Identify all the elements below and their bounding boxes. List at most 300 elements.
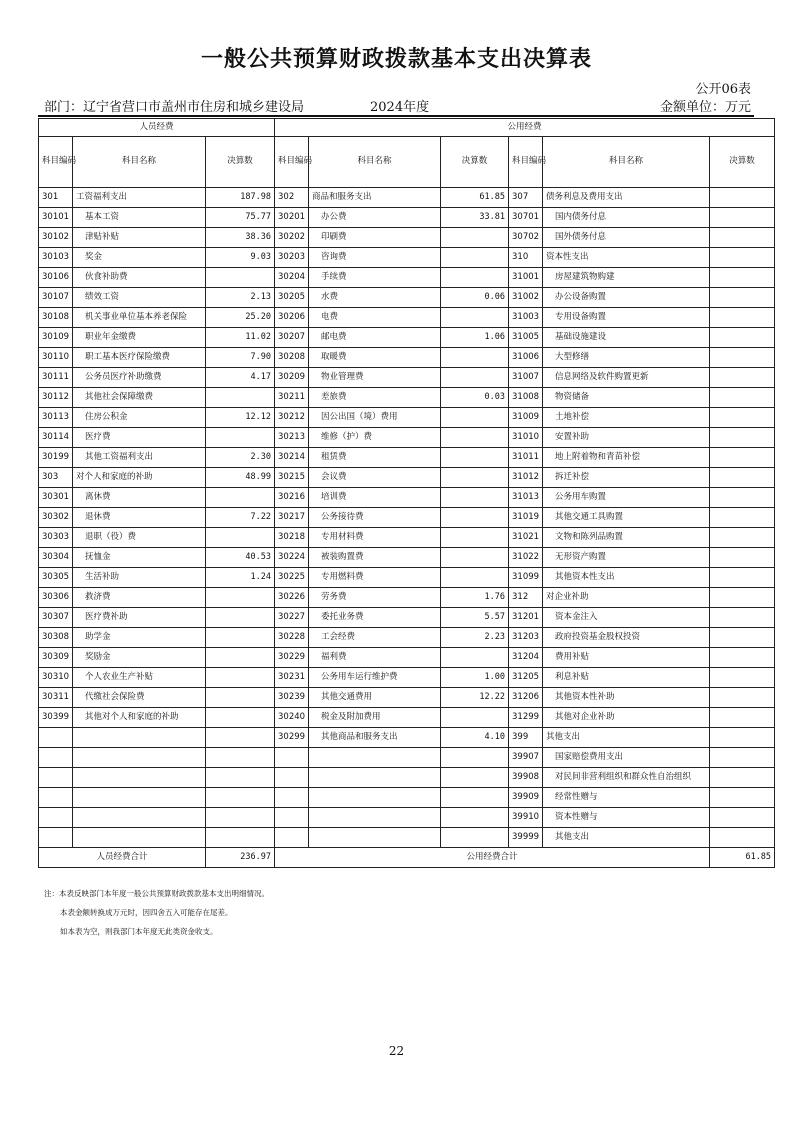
public-total-label: 公用经费合计 bbox=[275, 848, 710, 868]
cell-name: 地上附着物和青苗补偿 bbox=[543, 448, 710, 468]
cell-name: 利息补贴 bbox=[543, 668, 710, 688]
table-row bbox=[39, 648, 775, 668]
cell-code: 307 bbox=[509, 188, 543, 208]
cell-code: 31001 bbox=[509, 268, 543, 288]
cell-code bbox=[39, 748, 73, 768]
cell-amount bbox=[710, 188, 775, 208]
cell-amount bbox=[441, 568, 509, 588]
cell-amount: 9.03 bbox=[206, 248, 275, 268]
col-code-1: 科目编码 bbox=[39, 137, 73, 188]
cell-amount: 25.20 bbox=[206, 308, 275, 328]
cell-code: 303 bbox=[39, 468, 73, 488]
cell-name: 国家赔偿费用支出 bbox=[543, 748, 710, 768]
cell-name: 委托业务费 bbox=[309, 608, 441, 628]
cell-code: 39908 bbox=[509, 768, 543, 788]
cell-amount bbox=[206, 488, 275, 508]
cell-code: 310 bbox=[509, 248, 543, 268]
table-row bbox=[39, 768, 775, 788]
cell-amount: 2.13 bbox=[206, 288, 275, 308]
cell-code: 30227 bbox=[275, 608, 309, 628]
cell-name: 印刷费 bbox=[309, 228, 441, 248]
cell-amount bbox=[441, 808, 509, 828]
cell-amount bbox=[710, 628, 775, 648]
cell-name bbox=[73, 788, 206, 808]
cell-name: 政府投资基金股权投资 bbox=[543, 628, 710, 648]
cell-amount bbox=[710, 808, 775, 828]
cell-code: 31203 bbox=[509, 628, 543, 648]
cell-amount bbox=[710, 668, 775, 688]
cell-amount bbox=[206, 808, 275, 828]
table-row bbox=[39, 208, 775, 228]
cell-amount bbox=[710, 448, 775, 468]
cell-name: 资本金注入 bbox=[543, 608, 710, 628]
cell-name: 取暖费 bbox=[309, 348, 441, 368]
cell-code: 30111 bbox=[39, 368, 73, 388]
cell-name bbox=[309, 768, 441, 788]
notes bbox=[44, 884, 269, 941]
table-row bbox=[39, 548, 775, 568]
cell-amount bbox=[206, 268, 275, 288]
cell-name: 办公设备购置 bbox=[543, 288, 710, 308]
cell-amount: 12.22 bbox=[441, 688, 509, 708]
personnel-total-label: 人员经费合计 bbox=[39, 848, 206, 868]
expenditure-table bbox=[38, 118, 775, 868]
cell-name: 国内债务付息 bbox=[543, 208, 710, 228]
cell-code: 30299 bbox=[275, 728, 309, 748]
cell-name: 退职（役）费 bbox=[73, 528, 206, 548]
cell-amount: 5.57 bbox=[441, 608, 509, 628]
cell-name: 医疗费补助 bbox=[73, 608, 206, 628]
cell-name: 离休费 bbox=[73, 488, 206, 508]
cell-name bbox=[309, 788, 441, 808]
cell-name: 劳务费 bbox=[309, 588, 441, 608]
table-row bbox=[39, 688, 775, 708]
cell-code: 39999 bbox=[509, 828, 543, 848]
cell-amount: 2.23 bbox=[441, 628, 509, 648]
table-row bbox=[39, 628, 775, 648]
cell-amount: 4.17 bbox=[206, 368, 275, 388]
cell-name: 对个人和家庭的补助 bbox=[73, 468, 206, 488]
col-name-2: 科目名称 bbox=[309, 137, 441, 188]
table-row bbox=[39, 308, 775, 328]
cell-amount: 7.22 bbox=[206, 508, 275, 528]
cell-code: 31299 bbox=[509, 708, 543, 728]
cell-amount: 33.81 bbox=[441, 208, 509, 228]
cell-name: 救济费 bbox=[73, 588, 206, 608]
cell-amount bbox=[206, 648, 275, 668]
table-row bbox=[39, 608, 775, 628]
cell-code: 30702 bbox=[509, 228, 543, 248]
cell-code: 31021 bbox=[509, 528, 543, 548]
cell-code: 30205 bbox=[275, 288, 309, 308]
cell-code: 30206 bbox=[275, 308, 309, 328]
cell-name: 水费 bbox=[309, 288, 441, 308]
cell-code: 30213 bbox=[275, 428, 309, 448]
cell-code: 30110 bbox=[39, 348, 73, 368]
cell-code: 30304 bbox=[39, 548, 73, 568]
cell-amount bbox=[206, 588, 275, 608]
cell-name: 公务接待费 bbox=[309, 508, 441, 528]
cell-code: 30240 bbox=[275, 708, 309, 728]
cell-code: 31201 bbox=[509, 608, 543, 628]
cell-code: 30211 bbox=[275, 388, 309, 408]
cell-amount bbox=[441, 548, 509, 568]
cell-name: 咨询费 bbox=[309, 248, 441, 268]
cell-code: 30201 bbox=[275, 208, 309, 228]
cell-code: 399 bbox=[509, 728, 543, 748]
cell-code: 39907 bbox=[509, 748, 543, 768]
cell-name: 职业年金缴费 bbox=[73, 328, 206, 348]
cell-amount bbox=[441, 528, 509, 548]
cell-name bbox=[73, 728, 206, 748]
cell-code: 31013 bbox=[509, 488, 543, 508]
cell-code: 30215 bbox=[275, 468, 309, 488]
cell-code bbox=[39, 808, 73, 828]
note-line: 如本表为空，则我部门本年度无此类资金收支。 bbox=[60, 927, 218, 936]
table-row bbox=[39, 528, 775, 548]
table-row bbox=[39, 348, 775, 368]
cell-amount bbox=[441, 488, 509, 508]
cell-name: 租赁费 bbox=[309, 448, 441, 468]
cell-amount bbox=[710, 208, 775, 228]
cell-name bbox=[73, 768, 206, 788]
cell-amount bbox=[710, 608, 775, 628]
cell-amount bbox=[710, 368, 775, 388]
cell-code: 31205 bbox=[509, 668, 543, 688]
col-name-3: 科目名称 bbox=[543, 137, 710, 188]
cell-amount: 2.30 bbox=[206, 448, 275, 468]
cell-amount bbox=[206, 628, 275, 648]
cell-name: 公务员医疗补助缴费 bbox=[73, 368, 206, 388]
cell-code: 30209 bbox=[275, 368, 309, 388]
table-row bbox=[39, 248, 775, 268]
cell-name: 奖励金 bbox=[73, 648, 206, 668]
table-row bbox=[39, 668, 775, 688]
cell-code: 30217 bbox=[275, 508, 309, 528]
cell-code: 30308 bbox=[39, 628, 73, 648]
cell-amount bbox=[206, 708, 275, 728]
cell-name: 公务用车运行维护费 bbox=[309, 668, 441, 688]
cell-amount bbox=[441, 748, 509, 768]
cell-name bbox=[73, 828, 206, 848]
cell-code: 31006 bbox=[509, 348, 543, 368]
cell-amount bbox=[206, 428, 275, 448]
form-number: 公开06表 bbox=[695, 82, 751, 97]
cell-name: 其他工资福利支出 bbox=[73, 448, 206, 468]
cell-amount bbox=[206, 768, 275, 788]
table-row bbox=[39, 788, 775, 808]
table-row bbox=[39, 728, 775, 748]
col-code-3: 科目编码 bbox=[509, 137, 543, 188]
cell-name: 医疗费 bbox=[73, 428, 206, 448]
fiscal-year: 2024年度 bbox=[370, 100, 430, 115]
cell-name: 退休费 bbox=[73, 508, 206, 528]
cell-name: 基本工资 bbox=[73, 208, 206, 228]
cell-name: 伙食补助费 bbox=[73, 268, 206, 288]
cell-amount bbox=[206, 828, 275, 848]
cell-code: 301 bbox=[39, 188, 73, 208]
cell-code: 30302 bbox=[39, 508, 73, 528]
cell-amount bbox=[441, 368, 509, 388]
cell-name: 商品和服务支出 bbox=[309, 188, 441, 208]
cell-name: 培训费 bbox=[309, 488, 441, 508]
table-row bbox=[39, 488, 775, 508]
cell-code: 30106 bbox=[39, 268, 73, 288]
cell-amount bbox=[710, 348, 775, 368]
cell-amount bbox=[206, 608, 275, 628]
cell-code: 30307 bbox=[39, 608, 73, 628]
table-row bbox=[39, 388, 775, 408]
cell-code bbox=[39, 728, 73, 748]
table-row bbox=[39, 288, 775, 308]
page-number: 22 bbox=[388, 1044, 405, 1058]
cell-name: 被装购置费 bbox=[309, 548, 441, 568]
cell-code: 30239 bbox=[275, 688, 309, 708]
cell-code: 30101 bbox=[39, 208, 73, 228]
cell-code: 30214 bbox=[275, 448, 309, 468]
cell-name: 电费 bbox=[309, 308, 441, 328]
cell-name: 差旅费 bbox=[309, 388, 441, 408]
table-row bbox=[39, 368, 775, 388]
cell-name: 助学金 bbox=[73, 628, 206, 648]
table-row bbox=[39, 508, 775, 528]
cell-code bbox=[275, 748, 309, 768]
cell-code: 31011 bbox=[509, 448, 543, 468]
cell-amount bbox=[441, 308, 509, 328]
personnel-total-value: 236.97 bbox=[206, 848, 275, 868]
cell-code: 30207 bbox=[275, 328, 309, 348]
cell-name: 国外债务付息 bbox=[543, 228, 710, 248]
cell-name: 其他对企业补助 bbox=[543, 708, 710, 728]
cell-code: 30309 bbox=[39, 648, 73, 668]
cell-name: 其他社会保障缴费 bbox=[73, 388, 206, 408]
cell-code: 30224 bbox=[275, 548, 309, 568]
cell-code: 302 bbox=[275, 188, 309, 208]
public-total-value: 61.85 bbox=[710, 848, 775, 868]
cell-code bbox=[275, 828, 309, 848]
cell-code: 31003 bbox=[509, 308, 543, 328]
cell-amount bbox=[710, 408, 775, 428]
cell-code: 31206 bbox=[509, 688, 543, 708]
cell-amount: 48.99 bbox=[206, 468, 275, 488]
note-line: 本表金额转换成万元时，因四舍五入可能存在尾差。 bbox=[60, 908, 233, 917]
cell-name: 办公费 bbox=[309, 208, 441, 228]
cell-amount: 1.76 bbox=[441, 588, 509, 608]
cell-amount bbox=[441, 828, 509, 848]
cell-amount bbox=[710, 548, 775, 568]
cell-amount bbox=[710, 828, 775, 848]
cell-amount: 61.85 bbox=[441, 188, 509, 208]
cell-name: 维修（护）费 bbox=[309, 428, 441, 448]
cell-code: 39909 bbox=[509, 788, 543, 808]
cell-amount bbox=[710, 688, 775, 708]
cell-amount bbox=[441, 348, 509, 368]
cell-name: 债务利息及费用支出 bbox=[543, 188, 710, 208]
cell-amount bbox=[710, 528, 775, 548]
cell-amount bbox=[441, 248, 509, 268]
cell-amount bbox=[441, 448, 509, 468]
cell-amount bbox=[206, 788, 275, 808]
cell-code: 312 bbox=[509, 588, 543, 608]
cell-amount bbox=[710, 728, 775, 748]
table-row bbox=[39, 828, 775, 848]
cell-amount bbox=[710, 788, 775, 808]
cell-code: 30109 bbox=[39, 328, 73, 348]
cell-name: 津贴补贴 bbox=[73, 228, 206, 248]
table-row bbox=[39, 228, 775, 248]
table-row bbox=[39, 188, 775, 208]
cell-code: 30701 bbox=[509, 208, 543, 228]
cell-name: 物资储备 bbox=[543, 388, 710, 408]
cell-name: 工资福利支出 bbox=[73, 188, 206, 208]
cell-name: 对企业补助 bbox=[543, 588, 710, 608]
cell-code: 31019 bbox=[509, 508, 543, 528]
cell-name: 福利费 bbox=[309, 648, 441, 668]
department-label: 部门：辽宁省营口市盖州市住房和城乡建设局 bbox=[44, 100, 305, 115]
cell-code bbox=[39, 768, 73, 788]
cell-name bbox=[73, 808, 206, 828]
cell-code: 30114 bbox=[39, 428, 73, 448]
header-rule bbox=[38, 115, 754, 117]
cell-amount: 40.53 bbox=[206, 548, 275, 568]
cell-amount bbox=[710, 748, 775, 768]
cell-code: 31002 bbox=[509, 288, 543, 308]
cell-name: 其他支出 bbox=[543, 828, 710, 848]
cell-amount bbox=[710, 328, 775, 348]
cell-name: 大型修缮 bbox=[543, 348, 710, 368]
cell-amount bbox=[206, 728, 275, 748]
cell-amount bbox=[441, 268, 509, 288]
cell-name: 土地补偿 bbox=[543, 408, 710, 428]
cell-amount bbox=[710, 488, 775, 508]
table-row bbox=[39, 568, 775, 588]
cell-code: 30199 bbox=[39, 448, 73, 468]
cell-code: 30208 bbox=[275, 348, 309, 368]
cell-code: 30311 bbox=[39, 688, 73, 708]
cell-name: 基础设施建设 bbox=[543, 328, 710, 348]
cell-name: 其他交通费用 bbox=[309, 688, 441, 708]
cell-name: 税金及附加费用 bbox=[309, 708, 441, 728]
cell-name bbox=[309, 748, 441, 768]
cell-code: 30226 bbox=[275, 588, 309, 608]
cell-amount bbox=[710, 268, 775, 288]
cell-name: 资本性赠与 bbox=[543, 808, 710, 828]
cell-amount: 7.90 bbox=[206, 348, 275, 368]
cell-code: 30305 bbox=[39, 568, 73, 588]
cell-code: 31204 bbox=[509, 648, 543, 668]
cell-name: 公务用车购置 bbox=[543, 488, 710, 508]
cell-name: 无形资产购置 bbox=[543, 548, 710, 568]
cell-name: 奖金 bbox=[73, 248, 206, 268]
cell-amount bbox=[441, 468, 509, 488]
cell-code: 30113 bbox=[39, 408, 73, 428]
note-line: 注：本表反映部门本年度一般公共预算财政拨款基本支出明细情况。 bbox=[44, 889, 269, 898]
cell-code: 31005 bbox=[509, 328, 543, 348]
cell-amount bbox=[710, 588, 775, 608]
cell-code: 30102 bbox=[39, 228, 73, 248]
cell-code: 31008 bbox=[509, 388, 543, 408]
cell-name: 资本性支出 bbox=[543, 248, 710, 268]
cell-name: 生活补助 bbox=[73, 568, 206, 588]
cell-name: 其他资本性补助 bbox=[543, 688, 710, 708]
cell-code: 30112 bbox=[39, 388, 73, 408]
table-row bbox=[39, 428, 775, 448]
cell-amount bbox=[441, 508, 509, 528]
cell-amount: 1.00 bbox=[441, 668, 509, 688]
cell-name: 职工基本医疗保险缴费 bbox=[73, 348, 206, 368]
personnel-group-header: 人员经费 bbox=[39, 119, 275, 137]
public-group-header: 公用经费 bbox=[275, 119, 775, 137]
cell-name: 其他支出 bbox=[543, 728, 710, 748]
cell-name: 费用补贴 bbox=[543, 648, 710, 668]
cell-amount bbox=[206, 388, 275, 408]
cell-name: 会议费 bbox=[309, 468, 441, 488]
cell-name: 手续费 bbox=[309, 268, 441, 288]
cell-amount bbox=[441, 708, 509, 728]
cell-name: 工会经费 bbox=[309, 628, 441, 648]
cell-name: 其他商品和服务支出 bbox=[309, 728, 441, 748]
cell-name: 其他对个人和家庭的补助 bbox=[73, 708, 206, 728]
cell-amount: 11.02 bbox=[206, 328, 275, 348]
cell-amount bbox=[710, 248, 775, 268]
cell-amount bbox=[710, 428, 775, 448]
cell-amount bbox=[206, 668, 275, 688]
cell-name: 其他交通工具购置 bbox=[543, 508, 710, 528]
amount-unit: 金额单位：万元 bbox=[659, 100, 751, 115]
cell-code: 30108 bbox=[39, 308, 73, 328]
cell-amount bbox=[710, 228, 775, 248]
cell-name: 对民间非营利组织和群众性自治组织 bbox=[543, 768, 710, 788]
cell-name: 专用材料费 bbox=[309, 528, 441, 548]
cell-code bbox=[275, 768, 309, 788]
cell-name: 邮电费 bbox=[309, 328, 441, 348]
cell-amount bbox=[710, 708, 775, 728]
cell-amount bbox=[206, 528, 275, 548]
cell-amount: 12.12 bbox=[206, 408, 275, 428]
table-row bbox=[39, 808, 775, 828]
cell-code: 30229 bbox=[275, 648, 309, 668]
cell-amount bbox=[710, 508, 775, 528]
cell-amount bbox=[710, 768, 775, 788]
cell-name: 抚恤金 bbox=[73, 548, 206, 568]
cell-code: 31099 bbox=[509, 568, 543, 588]
cell-name bbox=[73, 748, 206, 768]
cell-code bbox=[39, 788, 73, 808]
table-row bbox=[39, 328, 775, 348]
cell-code: 31010 bbox=[509, 428, 543, 448]
cell-code bbox=[39, 828, 73, 848]
cell-code: 30107 bbox=[39, 288, 73, 308]
cell-amount: 1.24 bbox=[206, 568, 275, 588]
cell-code: 30204 bbox=[275, 268, 309, 288]
cell-name: 个人农业生产补贴 bbox=[73, 668, 206, 688]
cell-code: 30231 bbox=[275, 668, 309, 688]
cell-code: 30103 bbox=[39, 248, 73, 268]
cell-name: 其他资本性支出 bbox=[543, 568, 710, 588]
cell-code: 31012 bbox=[509, 468, 543, 488]
cell-amount bbox=[441, 788, 509, 808]
cell-code: 30303 bbox=[39, 528, 73, 548]
cell-name: 安置补助 bbox=[543, 428, 710, 448]
cell-amount bbox=[441, 648, 509, 668]
table-row bbox=[39, 408, 775, 428]
cell-code: 31009 bbox=[509, 408, 543, 428]
cell-code bbox=[275, 788, 309, 808]
cell-amount: 38.36 bbox=[206, 228, 275, 248]
cell-code: 30202 bbox=[275, 228, 309, 248]
cell-name: 拆迁补偿 bbox=[543, 468, 710, 488]
col-name-1: 科目名称 bbox=[73, 137, 206, 188]
